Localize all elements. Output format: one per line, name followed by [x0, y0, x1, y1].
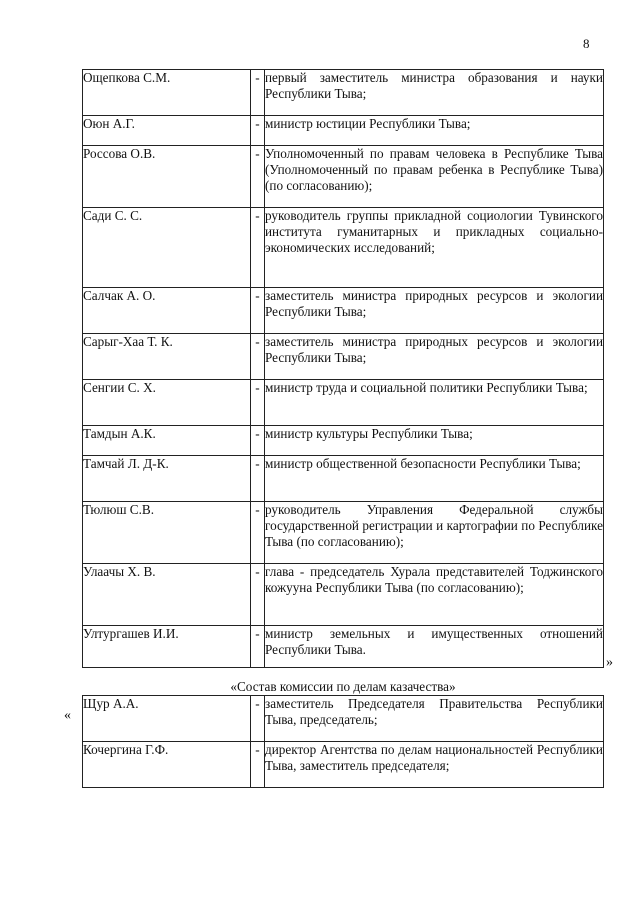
- table-row: [83, 70, 604, 116]
- member-name: Сарыг-Хаа Т. К.: [83, 334, 251, 380]
- member-role: заместитель министра природных ресурсов и экологии Республики Тыва;: [265, 334, 604, 380]
- closing-quote: »: [606, 655, 613, 670]
- table-row: [83, 288, 604, 334]
- opening-quote: «: [64, 708, 71, 723]
- table-row: [83, 456, 604, 502]
- members-table: [82, 69, 604, 668]
- table-row: [83, 116, 604, 146]
- member-role: глава - председатель Хурала представителей Тоджинского кожууна Республики Тыва (по согласованию);: [265, 564, 604, 626]
- member-name: Сади С. С.: [83, 208, 251, 288]
- section-title: «Состав комиссии по делам казачества»: [230, 679, 456, 694]
- table-row: [83, 502, 604, 564]
- dash-separator: -: [251, 334, 265, 380]
- table-row: [83, 208, 604, 288]
- member-role: директор Агентства по делам национальностей Республики Тыва, заместитель председателя;: [265, 742, 604, 788]
- dash-separator: -: [251, 116, 265, 146]
- dash-separator: -: [251, 426, 265, 456]
- table-row: [83, 626, 604, 668]
- member-name: Тюлюш С.В.: [83, 502, 251, 564]
- member-name: Сенгии С. Х.: [83, 380, 251, 426]
- dash-separator: -: [251, 696, 265, 742]
- dash-separator: -: [251, 70, 265, 116]
- member-name: Щур А.А.: [83, 696, 251, 742]
- member-name: Ощепкова С.М.: [83, 70, 251, 116]
- dash-separator: -: [251, 208, 265, 288]
- member-name: Оюн А.Г.: [83, 116, 251, 146]
- member-role: заместитель Председателя Правительства Республики Тыва, председатель;: [265, 696, 604, 742]
- member-name: Кочергина Г.Ф.: [83, 742, 251, 788]
- table-row: [83, 742, 604, 788]
- dash-separator: -: [251, 502, 265, 564]
- table-row: [83, 696, 604, 742]
- dash-separator: -: [251, 626, 265, 668]
- dash-separator: -: [251, 288, 265, 334]
- member-name: Улаачы Х. В.: [83, 564, 251, 626]
- member-name: Ултургашев И.И.: [83, 626, 251, 668]
- member-role: руководитель Управления Федеральной службы государственной регистрации и картографии по Республике Тыва (по согласованию);: [265, 502, 604, 564]
- table-row: [83, 146, 604, 208]
- page-number: 8: [583, 36, 590, 51]
- dash-separator: -: [251, 564, 265, 626]
- table-row: [83, 380, 604, 426]
- table-row: [83, 334, 604, 380]
- dash-separator: -: [251, 456, 265, 502]
- member-role: министр труда и социальной политики Республики Тыва;: [265, 380, 604, 426]
- member-role: руководитель группы прикладной социологии Тувинского института гуманитарных и прикладных социально-экономических исследований;: [265, 208, 604, 288]
- table-row: [83, 426, 604, 456]
- dash-separator: -: [251, 146, 265, 208]
- member-role: первый заместитель министра образования и науки Республики Тыва;: [265, 70, 604, 116]
- member-name: Тамдын А.К.: [83, 426, 251, 456]
- commission-table: [82, 695, 604, 788]
- member-role: заместитель министра природных ресурсов и экологии Республики Тыва;: [265, 288, 604, 334]
- dash-separator: -: [251, 742, 265, 788]
- table-row: [83, 564, 604, 626]
- member-role: Уполномоченный по правам человека в Республике Тыва (Уполномоченный по правам ребенка в Республике Тыва) (по согласованию);: [265, 146, 604, 208]
- member-name: Тамчай Л. Д-К.: [83, 456, 251, 502]
- member-role: министр общественной безопасности Республики Тыва;: [265, 456, 604, 502]
- member-role: министр земельных и имущественных отношений Республики Тыва.: [265, 626, 604, 668]
- dash-separator: -: [251, 380, 265, 426]
- member-role: министр юстиции Республики Тыва;: [265, 116, 604, 146]
- member-role: министр культуры Республики Тыва;: [265, 426, 604, 456]
- member-name: Салчак А. О.: [83, 288, 251, 334]
- member-name: Россова О.В.: [83, 146, 251, 208]
